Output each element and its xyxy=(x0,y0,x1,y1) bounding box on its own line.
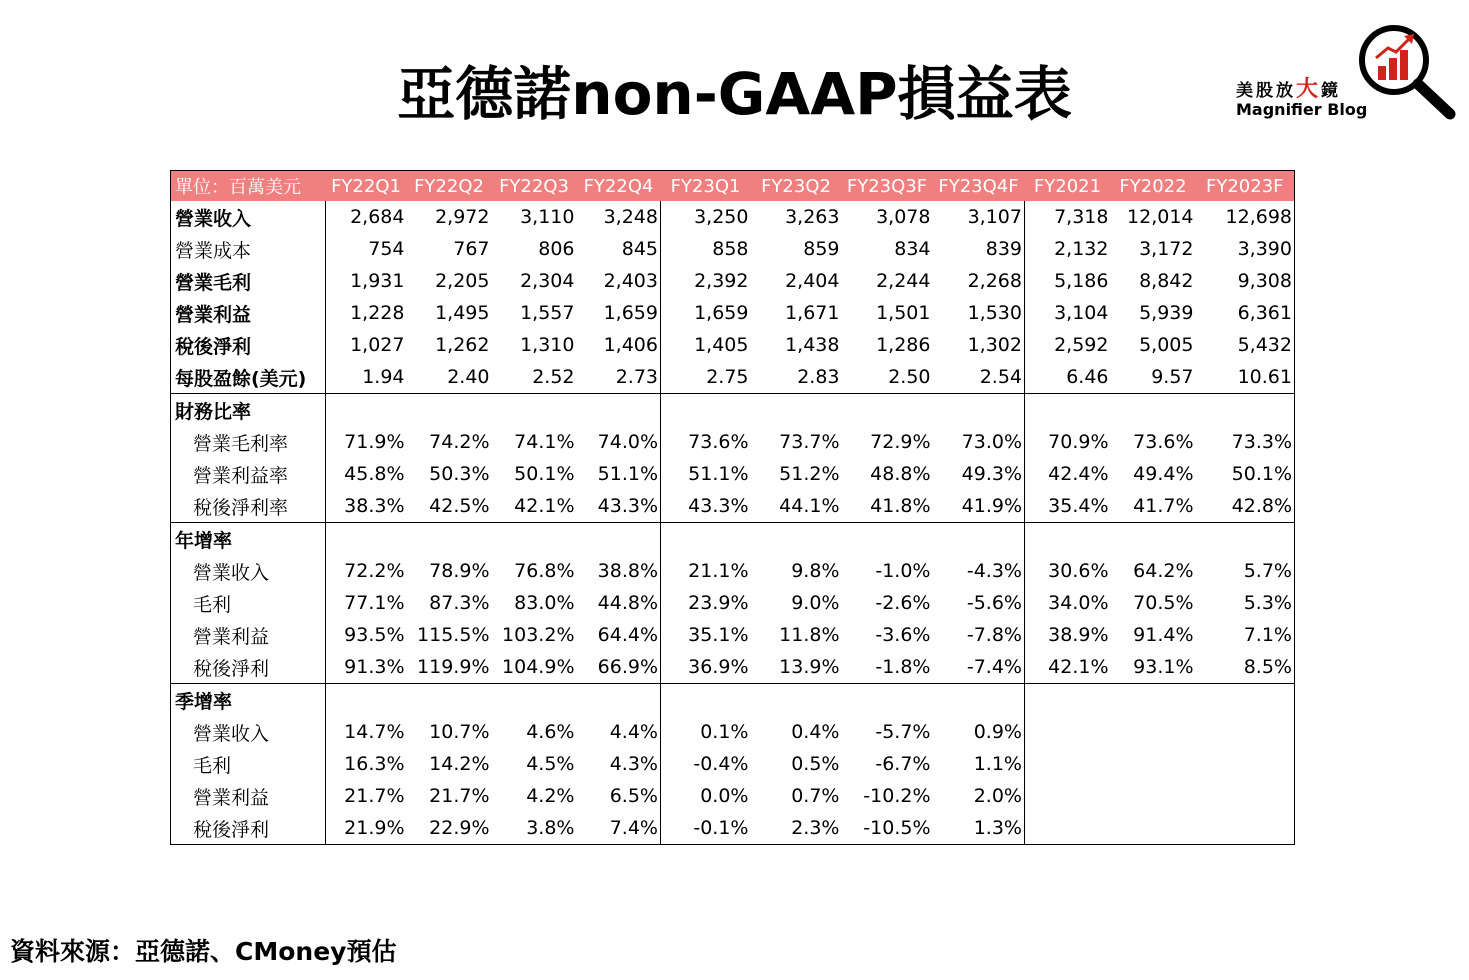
table-cell: 16.3% xyxy=(344,753,405,775)
table-cell: 12,698 xyxy=(1196,201,1295,233)
table-cell: 5.7% xyxy=(1196,555,1295,587)
table-cell: 2.83 xyxy=(797,366,840,388)
table-cell: 42.5% xyxy=(429,495,490,517)
table-cell: 41.7% xyxy=(1133,495,1194,517)
table-cell: 50.1% xyxy=(514,463,575,485)
row-label: 稅後淨利 xyxy=(171,812,326,845)
table-cell: 3,104 xyxy=(1054,302,1109,324)
table-row xyxy=(171,780,1295,812)
table-row xyxy=(171,619,1295,651)
table-cell xyxy=(407,394,492,427)
table-cell xyxy=(1111,523,1196,556)
table-cell xyxy=(1025,523,1111,556)
table-cell xyxy=(842,394,933,427)
table-cell: 1.3% xyxy=(933,812,1025,845)
table-cell xyxy=(1025,684,1111,717)
table-cell: 3,078 xyxy=(876,206,931,228)
table-row xyxy=(171,651,1295,684)
table-cell: 3,107 xyxy=(933,201,1025,233)
table-row xyxy=(171,233,1295,265)
table-cell: 22.9% xyxy=(407,812,492,845)
table-cell: -10.2% xyxy=(863,785,931,807)
row-label: 營業收入 xyxy=(171,555,326,587)
table-cell xyxy=(661,394,751,427)
table-cell: 9.57 xyxy=(1151,366,1194,388)
table-cell: -1.8% xyxy=(875,656,931,678)
table-cell: 0.9% xyxy=(933,716,1025,748)
table-cell: 1,310 xyxy=(520,334,575,356)
table-cell xyxy=(577,523,661,556)
table-cell: 2.50 xyxy=(888,366,931,388)
table-cell xyxy=(1196,748,1295,780)
table-cell: 2.73 xyxy=(577,361,661,394)
table-cell: 2,244 xyxy=(876,270,931,292)
table-cell: 1,262 xyxy=(435,334,490,356)
table-row xyxy=(171,458,1295,490)
table-cell: 1,228 xyxy=(350,302,405,324)
table-cell: 1,659 xyxy=(694,302,749,324)
table-cell: 1,671 xyxy=(785,302,840,324)
table-cell xyxy=(1025,716,1111,748)
row-label: 年增率 xyxy=(171,523,326,556)
table-cell: 1,405 xyxy=(694,334,749,356)
table-cell xyxy=(842,523,933,556)
table-cell: 2.52 xyxy=(532,366,575,388)
table-cell: 1,438 xyxy=(785,334,840,356)
table-cell: 43.3% xyxy=(577,490,661,523)
table-row xyxy=(171,297,1295,329)
table-cell: -7.4% xyxy=(933,651,1025,684)
row-label: 營業成本 xyxy=(171,233,326,265)
table-cell: 44.8% xyxy=(577,587,661,619)
table-cell: 42.1% xyxy=(514,495,575,517)
table-cell: 5,939 xyxy=(1139,302,1194,324)
table-row xyxy=(171,329,1295,361)
table-cell: 10.61 xyxy=(1196,361,1295,394)
table-cell: 3,248 xyxy=(577,201,661,233)
table-cell: -10.5% xyxy=(842,812,933,845)
table-cell: 0.7% xyxy=(791,785,840,807)
column-header: FY22Q3 xyxy=(492,171,577,202)
table-cell: 23.9% xyxy=(688,592,749,614)
table-cell: 2,592 xyxy=(1054,334,1109,356)
table-cell: 11.8% xyxy=(779,624,840,646)
table-cell xyxy=(933,684,1025,717)
table-cell: 858 xyxy=(712,238,749,260)
table-cell: 6.5% xyxy=(577,780,661,812)
table-cell: 3,263 xyxy=(785,206,840,228)
table-cell: 36.9% xyxy=(688,656,749,678)
row-label: 營業收入 xyxy=(171,201,326,233)
table-cell: 119.9% xyxy=(417,656,490,678)
row-label: 營業毛利 xyxy=(171,265,326,297)
table-cell: 754 xyxy=(368,238,405,260)
table-cell: 77.1% xyxy=(344,592,405,614)
table-cell: 34.0% xyxy=(1048,592,1109,614)
table-cell: 2.75 xyxy=(706,366,749,388)
table-cell: 1,501 xyxy=(876,302,931,324)
table-row xyxy=(171,201,1295,233)
table-cell: 1,659 xyxy=(577,297,661,329)
column-header: FY23Q1 xyxy=(661,171,751,202)
row-label: 季增率 xyxy=(171,684,326,717)
table-cell: 73.6% xyxy=(1133,431,1194,453)
table-cell: 74.1% xyxy=(514,431,575,453)
table-cell: 76.8% xyxy=(514,560,575,582)
table-cell: 1,530 xyxy=(933,297,1025,329)
table-cell xyxy=(1025,394,1111,427)
table-cell: 1.94 xyxy=(362,366,405,388)
table-cell xyxy=(1196,523,1295,556)
table-cell xyxy=(1111,812,1196,845)
table-cell: 48.8% xyxy=(870,463,931,485)
table-row xyxy=(171,394,1295,427)
table-cell xyxy=(577,394,661,427)
table-cell xyxy=(492,394,577,427)
table-cell: 64.2% xyxy=(1133,560,1194,582)
table-cell xyxy=(933,394,1025,427)
table-cell: 5,432 xyxy=(1196,329,1295,361)
row-label: 稅後淨利 xyxy=(171,329,326,361)
table-cell: 806 xyxy=(538,238,575,260)
table-cell: 8.5% xyxy=(1196,651,1295,684)
table-cell xyxy=(1025,780,1111,812)
table-cell: 0.0% xyxy=(700,785,749,807)
table-cell: -1.0% xyxy=(875,560,931,582)
table-cell: 70.9% xyxy=(1048,431,1109,453)
column-header: FY22Q2 xyxy=(407,171,492,202)
table-cell: 6,361 xyxy=(1196,297,1295,329)
table-cell: 70.5% xyxy=(1133,592,1194,614)
table-cell: 72.9% xyxy=(870,431,931,453)
table-cell: 4.3% xyxy=(577,748,661,780)
magnifier-chart-icon xyxy=(1356,22,1460,122)
table-row xyxy=(171,812,1295,845)
table-cell: 49.3% xyxy=(933,458,1025,490)
table-cell: 73.7% xyxy=(779,431,840,453)
row-label: 營業利益 xyxy=(171,619,326,651)
table-cell: 73.6% xyxy=(688,431,749,453)
table-row xyxy=(171,426,1295,458)
table-cell: -4.3% xyxy=(933,555,1025,587)
table-cell: 2.54 xyxy=(933,361,1025,394)
table-cell: 845 xyxy=(577,233,661,265)
brand-logo[interactable] xyxy=(1232,22,1462,132)
table-cell: 30.6% xyxy=(1048,560,1109,582)
column-header: FY23Q4F xyxy=(933,171,1025,202)
table-cell: 5,005 xyxy=(1139,334,1194,356)
table-cell: 9.0% xyxy=(791,592,840,614)
table-cell: 12,014 xyxy=(1127,206,1194,228)
table-cell xyxy=(1111,716,1196,748)
table-cell: 6.46 xyxy=(1066,366,1109,388)
table-cell xyxy=(1196,716,1295,748)
table-cell: 4.2% xyxy=(526,785,575,807)
table-cell: 10.7% xyxy=(429,721,490,743)
table-cell: -5.7% xyxy=(875,721,931,743)
table-cell: 83.0% xyxy=(514,592,575,614)
table-cell: 21.7% xyxy=(344,785,405,807)
table-cell xyxy=(1196,812,1295,845)
table-cell: 43.3% xyxy=(688,495,749,517)
table-cell: 38.8% xyxy=(577,555,661,587)
table-cell: 44.1% xyxy=(779,495,840,517)
table-cell: 91.4% xyxy=(1133,624,1194,646)
table-cell: 21.7% xyxy=(429,785,490,807)
row-label: 財務比率 xyxy=(171,394,326,427)
table-cell xyxy=(407,523,492,556)
table-cell: 73.0% xyxy=(933,426,1025,458)
table-cell: 1,027 xyxy=(350,334,405,356)
table-cell xyxy=(1111,748,1196,780)
table-cell: 21.1% xyxy=(688,560,749,582)
table-cell xyxy=(661,684,751,717)
row-label: 毛利 xyxy=(171,748,326,780)
table-cell: 2,392 xyxy=(694,270,749,292)
table-cell: 0.4% xyxy=(791,721,840,743)
table-cell: 1,495 xyxy=(435,302,490,324)
table-cell: 859 xyxy=(803,238,840,260)
table-row xyxy=(171,555,1295,587)
table-cell xyxy=(326,684,407,717)
table-cell: 3,172 xyxy=(1139,238,1194,260)
table-cell: 1,302 xyxy=(933,329,1025,361)
table-row xyxy=(171,716,1295,748)
table-cell: 73.3% xyxy=(1196,426,1295,458)
table-cell: -0.4% xyxy=(693,753,749,775)
column-header: FY22Q1 xyxy=(326,171,407,202)
table-cell xyxy=(751,523,842,556)
row-label: 營業毛利率 xyxy=(171,426,326,458)
table-row xyxy=(171,523,1295,556)
table-cell xyxy=(326,523,407,556)
table-cell: 2.3% xyxy=(751,812,842,845)
table-row xyxy=(171,490,1295,523)
table-cell: 1,557 xyxy=(520,302,575,324)
table-cell: 41.8% xyxy=(870,495,931,517)
table-cell: 42.8% xyxy=(1196,490,1295,523)
table-cell: 0.1% xyxy=(700,721,749,743)
table-row xyxy=(171,265,1295,297)
table-cell: 50.3% xyxy=(429,463,490,485)
table-cell: 2,268 xyxy=(933,265,1025,297)
table-cell: 8,842 xyxy=(1139,270,1194,292)
table-cell: 4.5% xyxy=(526,753,575,775)
table-cell: 9.8% xyxy=(791,560,840,582)
table-row xyxy=(171,361,1295,394)
table-row xyxy=(171,684,1295,717)
table-cell xyxy=(1025,812,1111,845)
table-cell xyxy=(492,684,577,717)
table-cell: 91.3% xyxy=(344,656,405,678)
table-cell: 42.4% xyxy=(1048,463,1109,485)
table-cell: 104.9% xyxy=(502,656,575,678)
table-cell: 49.4% xyxy=(1133,463,1194,485)
table-cell: 834 xyxy=(894,238,931,260)
table-cell xyxy=(842,684,933,717)
table-cell xyxy=(492,523,577,556)
table-cell: 3,250 xyxy=(694,206,749,228)
table-cell: 4.6% xyxy=(526,721,575,743)
table-cell xyxy=(933,523,1025,556)
row-label: 營業利益 xyxy=(171,780,326,812)
column-header: FY23Q3F xyxy=(842,171,933,202)
table-cell: 2.0% xyxy=(933,780,1025,812)
column-header: FY2023F xyxy=(1196,171,1295,202)
table-cell: 2,132 xyxy=(1054,238,1109,260)
table-cell: 64.4% xyxy=(577,619,661,651)
table-cell: 21.9% xyxy=(326,812,407,845)
table-cell xyxy=(1196,684,1295,717)
row-label: 稅後淨利率 xyxy=(171,490,326,523)
table-cell: 767 xyxy=(453,238,490,260)
table-cell xyxy=(751,684,842,717)
table-cell: 1.1% xyxy=(933,748,1025,780)
table-cell: 41.9% xyxy=(933,490,1025,523)
income-statement-table xyxy=(170,170,1295,845)
table-cell: 93.5% xyxy=(344,624,405,646)
table-cell: 13.9% xyxy=(779,656,840,678)
table-cell: -3.6% xyxy=(875,624,931,646)
table-cell: 4.4% xyxy=(577,716,661,748)
table-cell: 35.4% xyxy=(1048,495,1109,517)
table-cell: 7,318 xyxy=(1054,206,1109,228)
table-cell: 14.2% xyxy=(429,753,490,775)
logo-chinese-text: 美股放大鏡 xyxy=(1236,77,1342,102)
column-header: FY22Q4 xyxy=(577,171,661,202)
table-cell: 2,972 xyxy=(435,206,490,228)
table-cell: -0.1% xyxy=(661,812,751,845)
table-cell: 5,186 xyxy=(1054,270,1109,292)
table-cell: 38.3% xyxy=(344,495,405,517)
column-header: FY23Q2 xyxy=(751,171,842,202)
table-cell: 51.2% xyxy=(779,463,840,485)
source-note: 資料來源：亞德諾、CMoney預估 xyxy=(10,937,397,966)
table-cell: 45.8% xyxy=(344,463,405,485)
table-cell: 103.2% xyxy=(502,624,575,646)
table-header-row xyxy=(171,171,1295,202)
table-cell: 74.0% xyxy=(577,426,661,458)
table-cell: 87.3% xyxy=(429,592,490,614)
table-cell: 2,404 xyxy=(785,270,840,292)
table-cell: 72.2% xyxy=(344,560,405,582)
table-cell: 3,390 xyxy=(1196,233,1295,265)
table-cell: 14.7% xyxy=(344,721,405,743)
table-cell: 1,931 xyxy=(350,270,405,292)
table-cell xyxy=(1025,748,1111,780)
table-cell: 1,406 xyxy=(577,329,661,361)
table-cell: -5.6% xyxy=(933,587,1025,619)
table-cell: 2,403 xyxy=(577,265,661,297)
table-cell: 93.1% xyxy=(1133,656,1194,678)
table-cell: 3,110 xyxy=(520,206,575,228)
table-cell xyxy=(407,684,492,717)
table-cell: 5.3% xyxy=(1196,587,1295,619)
table-cell: 2,205 xyxy=(435,270,490,292)
table-cell: 7.1% xyxy=(1196,619,1295,651)
table-cell: 51.1% xyxy=(688,463,749,485)
table-cell: 78.9% xyxy=(429,560,490,582)
page-title: 亞德諾non-GAAP損益表 xyxy=(397,60,1072,128)
table-cell: 9,308 xyxy=(1196,265,1295,297)
column-header: FY2021 xyxy=(1025,171,1111,202)
row-label: 營業利益 xyxy=(171,297,326,329)
table-cell: 38.9% xyxy=(1048,624,1109,646)
table-cell: 35.1% xyxy=(688,624,749,646)
table-row xyxy=(171,587,1295,619)
table-cell: -2.6% xyxy=(875,592,931,614)
table-cell: 42.1% xyxy=(1048,656,1109,678)
table-cell: 0.5% xyxy=(791,753,840,775)
row-label: 每股盈餘(美元) xyxy=(171,361,326,394)
table-cell: 839 xyxy=(933,233,1025,265)
table-cell: 1,286 xyxy=(876,334,931,356)
row-label: 營業收入 xyxy=(171,716,326,748)
row-label: 營業利益率 xyxy=(171,458,326,490)
logo-english-text: Magnifier Blog xyxy=(1236,100,1368,119)
table-cell: 71.9% xyxy=(344,431,405,453)
table-cell: 51.1% xyxy=(577,458,661,490)
table-cell: 115.5% xyxy=(417,624,490,646)
table-cell xyxy=(1196,394,1295,427)
table-cell: 2.40 xyxy=(447,366,490,388)
row-label: 稅後淨利 xyxy=(171,651,326,684)
table-cell xyxy=(1111,684,1196,717)
table-cell: 3.8% xyxy=(492,812,577,845)
table-cell: 2,684 xyxy=(350,206,405,228)
row-label: 毛利 xyxy=(171,587,326,619)
table-cell xyxy=(661,523,751,556)
table-cell xyxy=(577,684,661,717)
table-cell xyxy=(326,394,407,427)
table-cell xyxy=(1196,780,1295,812)
table-row xyxy=(171,748,1295,780)
table-cell: -6.7% xyxy=(875,753,931,775)
table-cell: 50.1% xyxy=(1196,458,1295,490)
table-cell: 66.9% xyxy=(577,651,661,684)
table-cell: 2,304 xyxy=(520,270,575,292)
column-header: FY2022 xyxy=(1111,171,1196,202)
table-cell: -7.8% xyxy=(933,619,1025,651)
table-cell: 7.4% xyxy=(577,812,661,845)
table-cell: 74.2% xyxy=(429,431,490,453)
table-cell xyxy=(1111,780,1196,812)
table-cell xyxy=(1111,394,1196,427)
unit-header: 單位：百萬美元 xyxy=(171,171,326,202)
table-cell xyxy=(751,394,842,427)
